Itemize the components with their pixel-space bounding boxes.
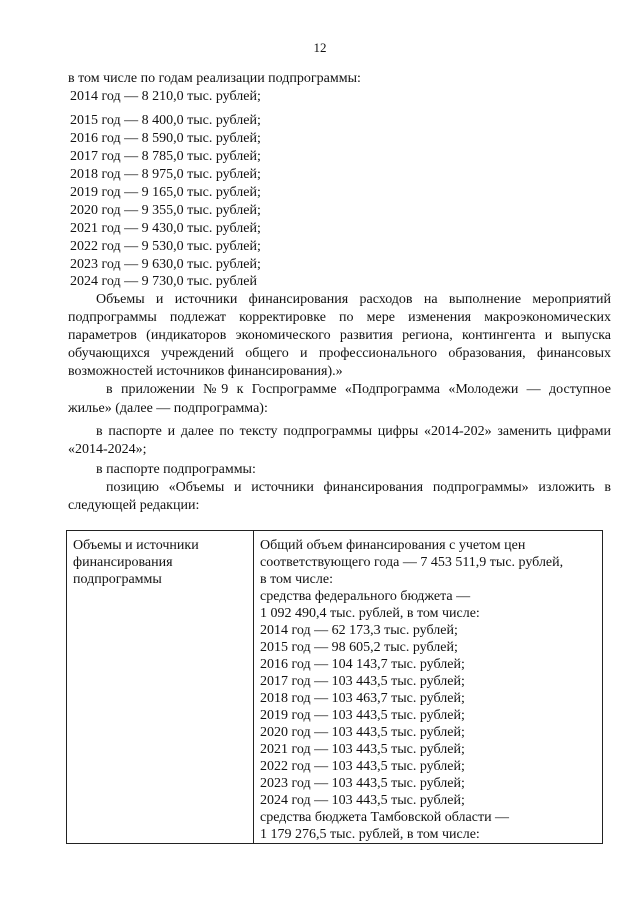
para-replace-line-1: в паспорте и далее по тексту подпрограммы цифры «2014-202» заменить цифрами xyxy=(96,424,611,439)
right-cell-line: 2024 год — 103 443,5 тыс. рублей; xyxy=(260,793,465,808)
right-cell-line: средства федерального бюджета — xyxy=(260,589,471,604)
table-right-cell xyxy=(254,531,603,844)
right-cell-line: 2018 год — 103 463,7 тыс. рублей; xyxy=(260,691,465,706)
right-cell-line: 2023 год — 103 443,5 тыс. рублей; xyxy=(260,776,465,791)
para-appendix-line-2: жилье» (далее — подпрограмма): xyxy=(68,401,268,416)
para-volumes-line-3: параметров (индикаторов экономического развития региона, контингента и выпуска xyxy=(68,328,611,343)
para-volumes-line-2: подпрограммы подлежат корректировке по мере изменения макроэкономических xyxy=(68,310,611,325)
passport-table xyxy=(66,530,603,844)
right-cell-line: 2016 год — 104 143,7 тыс. рублей; xyxy=(260,657,465,672)
year-line-2021: 2021 год — 9 430,0 тыс. рублей; xyxy=(70,221,261,236)
right-cell-line: соответствующего года — 7 453 511,9 тыс. рублей, xyxy=(260,555,564,570)
right-cell-line: в том числе: xyxy=(260,572,333,587)
year-line-2023: 2023 год — 9 630,0 тыс. рублей; xyxy=(70,257,261,272)
right-cell-line: 2017 год — 103 443,5 тыс. рублей; xyxy=(260,674,465,689)
page-number: 12 xyxy=(313,40,327,55)
para-volumes-line-5: возможностей источников финансирования).» xyxy=(68,364,343,379)
year-line-2015: 2015 год — 8 400,0 тыс. рублей; xyxy=(70,113,261,128)
para-volumes-line-1: Объемы и источники финансирования расходов на выполнение мероприятий xyxy=(96,292,611,307)
para-replace-line-2: «2014-2024»; xyxy=(68,442,147,457)
para-position-line-1: позицию «Объемы и источники финансирования подпрограммы» изложить в xyxy=(106,480,611,495)
right-cell-line: Общий объем финансирования с учетом цен xyxy=(260,538,526,553)
year-line-2014: 2014 год — 8 210,0 тыс. рублей; xyxy=(70,89,261,104)
left-cell-line: подпрограммы xyxy=(73,572,162,587)
para-volumes-line-4: обучающихся учреждений общего и профессионального образования, финансовых xyxy=(68,346,611,361)
left-cell-line: Объемы и источники xyxy=(73,538,199,553)
year-line-2024: 2024 год — 9 730,0 тыс. рублей xyxy=(70,274,257,289)
right-cell-line: средства бюджета Тамбовской области — xyxy=(260,810,510,825)
year-line-2019: 2019 год — 9 165,0 тыс. рублей; xyxy=(70,185,261,200)
right-cell-line: 2022 год — 103 443,5 тыс. рублей; xyxy=(260,759,465,774)
right-cell-line: 1 179 276,5 тыс. рублей, в том числе: xyxy=(260,827,480,842)
para-appendix-line-1: в приложении №9 к Госпрограмме «Подпрограмма «Молодежи — доступное xyxy=(106,382,611,397)
para-position-line-2: следующей редакции: xyxy=(68,498,200,513)
right-cell-line: 2019 год — 103 443,5 тыс. рублей; xyxy=(260,708,465,723)
intro-line: в том числе по годам реализации подпрограммы: xyxy=(68,71,361,86)
year-line-2018: 2018 год — 8 975,0 тыс. рублей; xyxy=(70,167,261,182)
right-cell-line: 2014 год — 62 173,3 тыс. рублей; xyxy=(260,623,458,638)
year-line-2022: 2022 год — 9 530,0 тыс. рублей; xyxy=(70,239,261,254)
right-cell-line: 2021 год — 103 443,5 тыс. рублей; xyxy=(260,742,465,757)
year-line-2020: 2020 год — 9 355,0 тыс. рублей; xyxy=(70,203,261,218)
right-cell-line: 1 092 490,4 тыс. рублей, в том числе: xyxy=(260,606,480,621)
table-left-cell xyxy=(67,531,254,844)
para-passport: в паспорте подпрограммы: xyxy=(96,462,256,477)
table-row xyxy=(67,531,603,844)
right-cell-line: 2020 год — 103 443,5 тыс. рублей; xyxy=(260,725,465,740)
left-cell-line: финансирования xyxy=(73,555,173,570)
right-cell-line: 2015 год — 98 605,2 тыс. рублей; xyxy=(260,640,458,655)
year-line-2016: 2016 год — 8 590,0 тыс. рублей; xyxy=(70,131,261,146)
year-line-2017: 2017 год — 8 785,0 тыс. рублей; xyxy=(70,149,261,164)
